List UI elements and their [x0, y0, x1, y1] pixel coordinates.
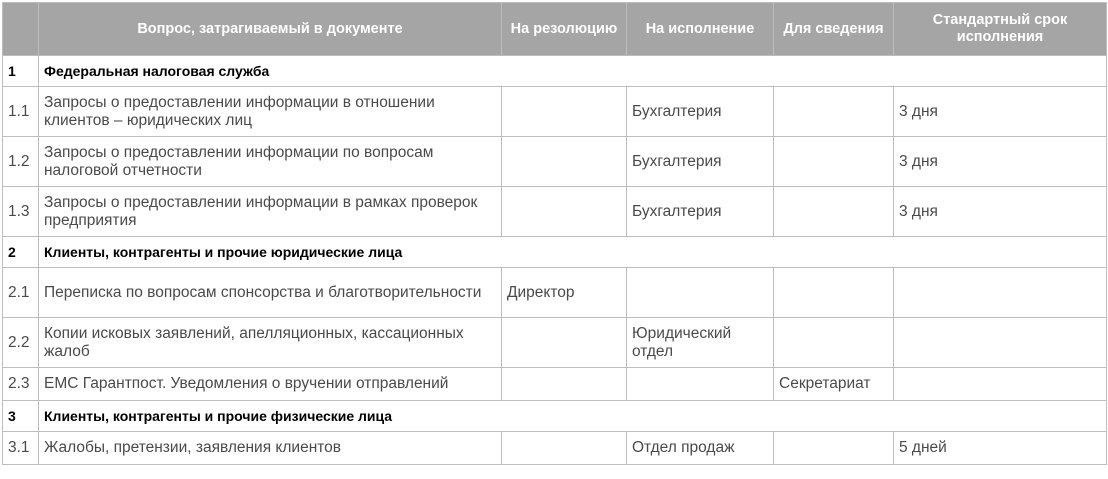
table-body	[3, 56, 1107, 465]
row-execution: Бухгалтерия	[627, 137, 774, 187]
row-deadline	[894, 368, 1107, 401]
row-execution: Юридический отдел	[627, 318, 774, 368]
row-execution	[627, 268, 774, 318]
header-number	[3, 3, 39, 56]
row-deadline: 5 дней	[894, 432, 1107, 465]
header-information: Для сведения	[774, 3, 894, 56]
header-execution: На исполнение	[627, 3, 774, 56]
table-row	[3, 87, 1107, 137]
row-deadline: 3 дня	[894, 187, 1107, 237]
row-topic: Запросы о предоставлении информации по вопросам налоговой отчетности	[39, 137, 502, 187]
row-information	[774, 87, 894, 137]
row-resolution	[502, 137, 627, 187]
row-number: 1.2	[3, 137, 39, 187]
section-row	[3, 401, 1107, 432]
row-execution	[627, 368, 774, 401]
table-row	[3, 368, 1107, 401]
row-resolution	[502, 368, 627, 401]
section-title: Клиенты, контрагенты и прочие юридические лица	[39, 237, 1107, 268]
row-execution: Бухгалтерия	[627, 187, 774, 237]
row-information	[774, 187, 894, 237]
row-information	[774, 318, 894, 368]
row-number: 1.3	[3, 187, 39, 237]
section-title: Федеральная налоговая служба	[39, 56, 1107, 87]
row-topic: ЕМС Гарантпост. Уведомления о вручении отправлений	[39, 368, 502, 401]
row-information: Секретариат	[774, 368, 894, 401]
row-deadline	[894, 268, 1107, 318]
section-row	[3, 56, 1107, 87]
row-topic: Переписка по вопросам спонсорства и благотворительности	[39, 268, 502, 318]
row-execution: Отдел продаж	[627, 432, 774, 465]
row-topic: Жалобы, претензии, заявления клиентов	[39, 432, 502, 465]
row-resolution	[502, 87, 627, 137]
row-deadline: 3 дня	[894, 87, 1107, 137]
row-number: 2.3	[3, 368, 39, 401]
table-row	[3, 268, 1107, 318]
table-row	[3, 187, 1107, 237]
row-deadline	[894, 318, 1107, 368]
section-row	[3, 237, 1107, 268]
header-resolution: На резолюцию	[502, 3, 627, 56]
section-number: 1	[3, 56, 39, 87]
row-information	[774, 137, 894, 187]
row-topic: Запросы о предоставлении информации в рамках проверок предприятия	[39, 187, 502, 237]
row-resolution: Директор	[502, 268, 627, 318]
header-deadline: Стандартный срок исполнения	[894, 3, 1107, 56]
row-execution: Бухгалтерия	[627, 87, 774, 137]
section-number: 3	[3, 401, 39, 432]
row-number: 1.1	[3, 87, 39, 137]
table-row	[3, 432, 1107, 465]
row-topic: Запросы о предоставлении информации в отношении клиентов – юридических лиц	[39, 87, 502, 137]
section-number: 2	[3, 237, 39, 268]
row-topic: Копии исковых заявлений, апелляционных, кассационных жалоб	[39, 318, 502, 368]
row-number: 2.2	[3, 318, 39, 368]
row-resolution	[502, 318, 627, 368]
row-deadline: 3 дня	[894, 137, 1107, 187]
row-information	[774, 268, 894, 318]
row-number: 2.1	[3, 268, 39, 318]
routing-table	[2, 2, 1107, 465]
table-row	[3, 137, 1107, 187]
row-resolution	[502, 432, 627, 465]
table-row	[3, 318, 1107, 368]
header-topic: Вопрос, затрагиваемый в документе	[39, 3, 502, 56]
table-header-row	[3, 3, 1107, 56]
row-information	[774, 432, 894, 465]
section-title: Клиенты, контрагенты и прочие физические лица	[39, 401, 1107, 432]
row-number: 3.1	[3, 432, 39, 465]
row-resolution	[502, 187, 627, 237]
